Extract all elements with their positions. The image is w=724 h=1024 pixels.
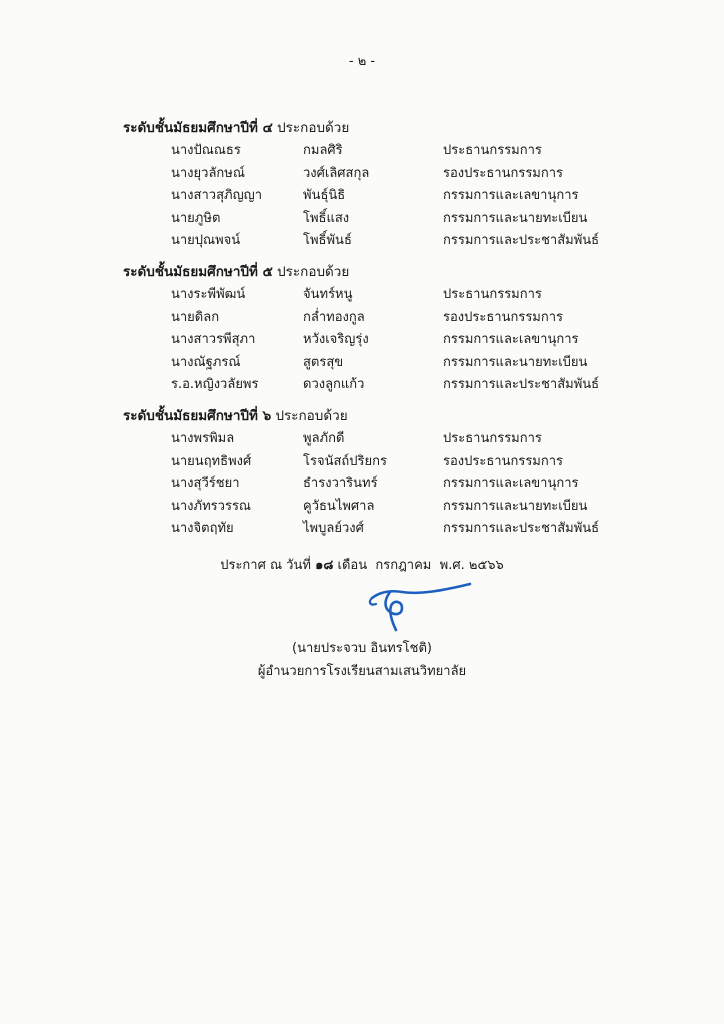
section-suffix: ประกอบด้วย	[277, 120, 350, 136]
member-row	[123, 185, 663, 208]
section-heading	[123, 406, 663, 426]
announcement-year: พ.ศ. ๒๕๖๖	[439, 558, 504, 573]
member-row	[123, 208, 663, 231]
member-row	[123, 163, 663, 186]
member-first-name: นางสุวีร์ชยา	[171, 476, 240, 491]
member-first-name: นายปุณพจน์	[171, 233, 241, 248]
member-role: กรรมการและนายทะเบียน	[443, 210, 588, 226]
member-row	[123, 374, 663, 397]
member-row	[123, 428, 663, 451]
member-last-name: คูวัธนไพศาล	[303, 498, 375, 514]
member-first-name: นางระพีพัฒน์	[171, 287, 246, 302]
member-row	[123, 518, 663, 541]
member-role: ประธานกรรมการ	[443, 143, 542, 158]
member-row	[123, 329, 663, 352]
member-last-name: จันทร์หนู	[303, 287, 353, 302]
section-suffix: ประกอบด้วย	[277, 264, 350, 280]
member-row	[123, 473, 663, 496]
member-last-name: กล่ำทองกูล	[303, 309, 365, 325]
member-last-name: ดวงลูกแก้ว	[303, 377, 365, 392]
announcement-prefix: ประกาศ ณ วันที่	[220, 558, 311, 573]
member-row	[123, 284, 663, 307]
member-role: กรรมการและเลขานุการ	[443, 188, 579, 203]
committee-section-m6	[123, 406, 663, 541]
member-last-name: หวังเจริญรุ่ง	[303, 332, 369, 347]
member-last-name: โพธิ์พันธ์	[303, 233, 352, 248]
announcement-month-label: เดือน	[337, 558, 368, 573]
member-role: ประธานกรรมการ	[443, 287, 542, 302]
member-last-name: โรจนัสถ์ปริยกร	[303, 453, 387, 469]
member-last-name: สูตรสุข	[303, 354, 344, 370]
section-title: ระดับชั้นมัธยมศึกษาปีที่ ๕	[123, 264, 273, 280]
signature-image	[350, 570, 480, 635]
member-last-name: ธำรงวารินทร์	[303, 476, 378, 491]
section-heading	[123, 262, 663, 282]
signer-name: (นายประจวบ อินทรโชติ)	[292, 641, 432, 656]
section-title: ระดับชั้นมัธยมศึกษาปีที่ ๖	[123, 408, 272, 424]
member-row	[123, 307, 663, 330]
section-title: ระดับชั้นมัธยมศึกษาปีที่ ๔	[123, 120, 273, 136]
member-last-name: พูลภักดี	[303, 431, 345, 446]
committee-section-m4	[123, 118, 663, 253]
member-first-name: นางพรพิมล	[171, 431, 235, 446]
announcement-month: กรกฎาคม	[375, 558, 432, 573]
member-role: รองประธานกรรมการ	[443, 165, 564, 181]
page-number: - ๒ -	[348, 54, 376, 69]
member-role: กรรมการและเลขานุการ	[443, 332, 579, 347]
announcement-day: ๑๘	[315, 558, 334, 573]
section-heading	[123, 118, 663, 138]
member-first-name: นางจิตฤทัย	[171, 521, 234, 536]
member-last-name: วงศ์เลิศสกุล	[303, 165, 370, 181]
member-last-name: พันธุ์นิธิ	[303, 188, 346, 203]
member-first-name: นางยุวลักษณ์	[171, 165, 245, 181]
member-role: กรรมการและนายทะเบียน	[443, 498, 588, 514]
member-first-name: ร.อ.หญิงวลัยพร	[171, 377, 259, 392]
member-last-name: โพธิ์แสง	[303, 210, 350, 226]
member-role: กรรมการและประชาสัมพันธ์	[443, 521, 600, 536]
member-first-name: นายดิลก	[171, 309, 220, 325]
member-row	[123, 140, 663, 163]
committee-section-m5	[123, 262, 663, 397]
member-role: กรรมการและประชาสัมพันธ์	[443, 233, 600, 248]
member-role: ประธานกรรมการ	[443, 431, 542, 446]
member-role: รองประธานกรรมการ	[443, 309, 564, 325]
member-row	[123, 451, 663, 474]
member-first-name: นางณัฐภรณ์	[171, 354, 241, 370]
member-last-name: ไพบูลย์วงศ์	[303, 521, 364, 536]
member-first-name: นางปัณณธร	[171, 143, 241, 158]
member-first-name: นางสาวสุภิญญา	[171, 188, 263, 203]
member-first-name: นายภูษิต	[171, 210, 221, 226]
member-role: กรรมการและนายทะเบียน	[443, 354, 588, 370]
member-role: รองประธานกรรมการ	[443, 453, 564, 469]
member-first-name: นางภัทรวรรณ	[171, 498, 251, 514]
section-suffix: ประกอบด้วย	[275, 408, 348, 424]
signer-title: ผู้อำนวยการโรงเรียนสามเสนวิทยาลัย	[257, 664, 467, 679]
member-row	[123, 230, 663, 253]
member-role: กรรมการและประชาสัมพันธ์	[443, 377, 600, 392]
member-row	[123, 496, 663, 519]
member-first-name: นายนฤทธิพงศ์	[171, 453, 252, 469]
member-first-name: นางสาวรพีสุภา	[171, 332, 256, 347]
member-last-name: กมลศิริ	[303, 143, 343, 158]
member-role: กรรมการและเลขานุการ	[443, 476, 579, 491]
member-row	[123, 352, 663, 375]
